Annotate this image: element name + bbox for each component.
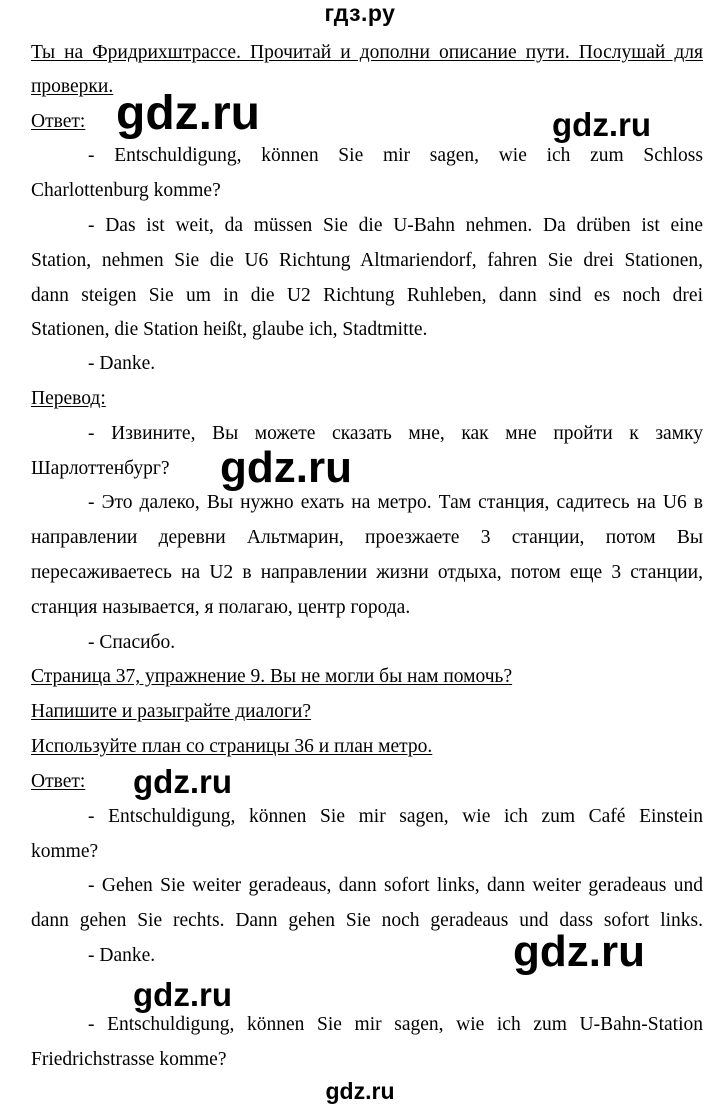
answer-label: Ответ: (31, 771, 86, 792)
dialog-line: - Das ist weit, da müssen Sie die U-Bahn nehmen. Da drüben ist eine (88, 215, 703, 236)
watermark: gdz.ru (513, 927, 645, 976)
site-header: гдз.ру (324, 0, 396, 26)
task-heading-line-1: Ты на Фридрихштрассе. Прочитай и дополни описание пути. Послушай для (31, 42, 703, 63)
watermark: gdz.ru (552, 106, 651, 143)
translation-label: Перевод: (31, 388, 106, 409)
translation-line: станция называется, я полагаю, центр города. (31, 597, 411, 618)
watermark: gdz.ru (133, 976, 232, 1013)
translation-line: направлении деревни Альтмарин, проезжаете 3 станции, потом Вы (31, 527, 703, 548)
dialog-line: Station, nehmen Sie die U6 Richtung Altmariendorf, fahren Sie drei Stationen, (31, 250, 703, 271)
dialog-line: - Gehen Sie weiter geradeaus, dann sofort links, dann weiter geradeaus und (88, 875, 703, 896)
translation-line: пересаживаетесь на U2 в направлении жизни отдыха, потом еще 3 станции, (31, 562, 703, 583)
site-footer: gdz.ru (325, 1078, 395, 1104)
dialog-line: komme? (31, 841, 99, 862)
watermark: gdz.ru (220, 443, 352, 492)
dialog-line: Stationen, die Station heißt, glaube ich, Stadtmitte. (31, 319, 428, 340)
translation-line: Шарлоттенбург? (31, 458, 170, 479)
dialog-line: dann gehen Sie rechts. Dann gehen Sie noch geradeaus und dass sofort links. (31, 910, 703, 931)
dialog-line: - Entschuldigung, können Sie mir sagen, wie ich zum U-Bahn-Station (88, 1014, 703, 1035)
watermark: gdz.ru (116, 87, 260, 140)
exercise-heading-line-3: Используйте план со страницы 36 и план метро. (31, 736, 433, 757)
dialog-line: Friedrichstrasse komme? (31, 1049, 227, 1070)
translation-line: - Спасибо. (88, 632, 176, 653)
exercise-heading-line-2: Напишите и разыграйте диалоги? (31, 701, 312, 722)
watermark: gdz.ru (133, 763, 232, 800)
dialog-line: - Danke. (88, 353, 156, 374)
translation-line: - Извините, Вы можете сказать мне, как мне пройти к замку (88, 423, 703, 444)
exercise-heading-line-1: Страница 37, упражнение 9. Вы не могли бы нам помочь? (31, 666, 513, 687)
dialog-line: - Danke. (88, 945, 156, 966)
task-heading-line-2: проверки. (31, 76, 114, 97)
dialog-line: Charlottenburg komme? (31, 180, 221, 201)
dialog-line: dann steigen Sie um in die U2 Richtung Ruhleben, dann sind es noch drei (31, 285, 703, 306)
dialog-line: - Entschuldigung, können Sie mir sagen, wie ich zum Café Einstein (88, 806, 703, 827)
answer-label: Ответ: (31, 111, 86, 132)
dialog-line: - Entschuldigung, können Sie mir sagen, wie ich zum Schloss (88, 145, 703, 166)
translation-line: - Это далеко, Вы нужно ехать на метро. Там станция, садитесь на U6 в (88, 492, 703, 513)
